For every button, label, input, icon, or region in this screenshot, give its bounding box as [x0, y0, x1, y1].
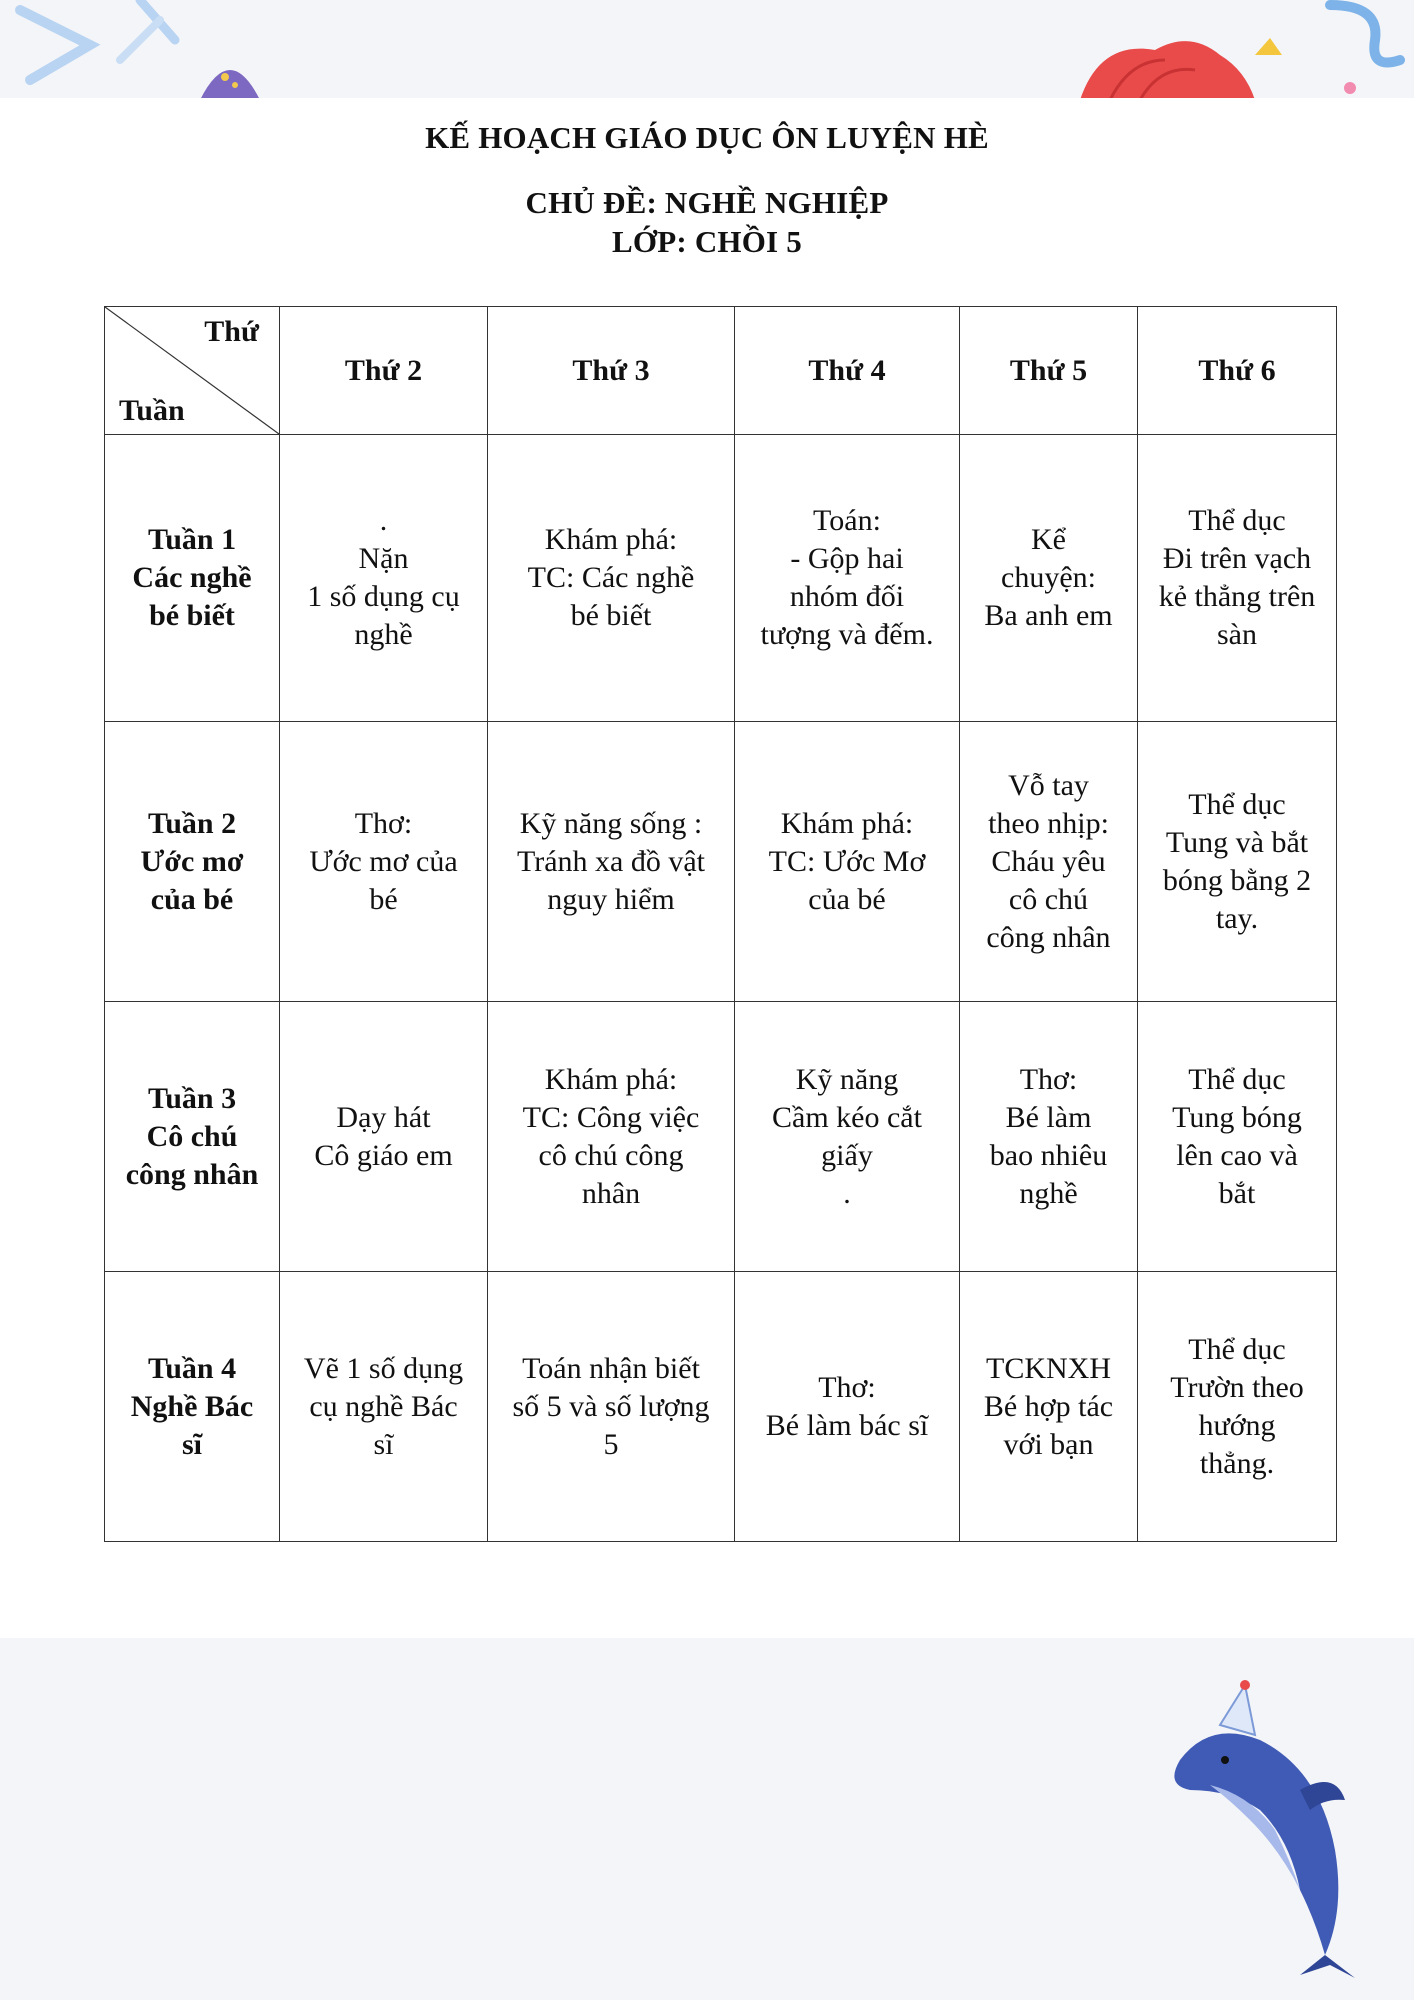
activity-text: TCKNXH Bé hợp tác với bạn — [983, 1351, 1114, 1461]
activity-cell — [735, 722, 960, 1002]
week-label: Tuần 3 Cô chú công nhân — [125, 1081, 259, 1191]
topic-heading: CHỦ ĐỀ: NGHỀ NGHIỆP — [525, 185, 889, 220]
activity-text: Toán nhận biết số 5 và số lượng 5 — [512, 1351, 710, 1461]
document-title: KẾ HOẠCH GIÁO DỤC ÔN LUYỆN HÈ — [425, 120, 989, 155]
activity-cell — [1138, 722, 1337, 1002]
activity-cell — [1138, 1272, 1337, 1542]
purple-shell-decoration — [195, 55, 265, 100]
day-header: Thứ 4 — [735, 307, 960, 435]
table-row — [105, 722, 1337, 1002]
activity-text: Thể dục Đi trên vạch kẻ thẳng trên sàn — [1158, 504, 1316, 651]
table-row — [105, 435, 1337, 722]
party-dolphin-illustration — [1150, 1680, 1390, 1980]
activity-cell — [735, 435, 960, 722]
activity-cell — [488, 722, 735, 1002]
blue-curl-decoration — [1300, 0, 1414, 100]
week-label-cell — [105, 1002, 280, 1272]
class-heading: LỚP: CHỒI 5 — [612, 224, 802, 259]
day-header: Thứ 5 — [960, 307, 1138, 435]
activity-text: Kể chuyện: Ba anh em — [984, 523, 1113, 632]
activity-cell — [960, 722, 1138, 1002]
activity-cell — [280, 435, 488, 722]
activity-text: Thể dục Tung bóng lên cao và bắt — [1172, 1062, 1302, 1210]
week-label-cell — [105, 435, 280, 722]
activity-cell — [735, 1272, 960, 1542]
activity-cell — [960, 1272, 1138, 1542]
corner-header-cell — [105, 307, 280, 435]
activity-text: Khám phá: TC: Các nghề bé biết — [527, 523, 695, 632]
activity-cell — [1138, 435, 1337, 722]
activity-cell — [960, 1002, 1138, 1272]
activity-cell — [280, 1272, 488, 1542]
activity-text: Kỹ năng Cầm kéo cắt giấy . — [772, 1062, 922, 1210]
corner-week-label: Tuần — [119, 394, 185, 427]
week-label: Tuần 2 Ước mơ của bé — [140, 806, 244, 916]
table-row — [105, 1002, 1337, 1272]
activity-text: Thơ: Bé làm bác sĩ — [765, 1370, 929, 1442]
week-label-cell — [105, 722, 280, 1002]
activity-cell — [488, 435, 735, 722]
corner-day-label: Thứ — [204, 315, 259, 348]
activity-cell — [280, 722, 488, 1002]
activity-text: Dạy hát Cô giáo em — [314, 1100, 453, 1172]
activity-text: Thể dục Trườn theo hướng thẳng. — [1170, 1332, 1304, 1480]
activity-text: Khám phá: TC: Ước Mơ của bé — [768, 806, 926, 916]
activity-text: . Nặn 1 số dụng cụ nghề — [307, 504, 460, 651]
activity-text: Khám phá: TC: Công việc cô chú công nhân — [522, 1062, 700, 1210]
activity-cell — [735, 1002, 960, 1272]
weekly-plan-table — [104, 306, 1337, 1542]
red-seashell-decoration — [1070, 30, 1290, 100]
table-header-row — [105, 307, 1337, 435]
day-header: Thứ 6 — [1138, 307, 1337, 435]
activity-cell — [1138, 1002, 1337, 1272]
activity-text: Vẽ 1 số dụng cụ nghề Bác sĩ — [303, 1351, 464, 1461]
activity-text: Thơ: Bé làm bao nhiêu nghề — [989, 1062, 1108, 1210]
day-header: Thứ 3 — [488, 307, 735, 435]
week-label: Tuần 4 Nghề Bác sĩ — [130, 1351, 254, 1461]
activity-cell — [488, 1002, 735, 1272]
activity-cell — [488, 1272, 735, 1542]
table-row — [105, 1272, 1337, 1542]
day-header: Thứ 2 — [280, 307, 488, 435]
activity-text: Kỹ năng sống : Tránh xa đồ vật nguy hiểm — [516, 806, 706, 916]
week-label: Tuần 1 Các nghề bé biết — [132, 523, 252, 632]
activity-text: Vỗ tay theo nhịp: Cháu yêu cô chú công nhân — [986, 768, 1111, 954]
activity-text: Thơ: Ước mơ của bé — [309, 806, 458, 916]
activity-cell — [960, 435, 1138, 722]
activity-text: Toán: - Gộp hai nhóm đối tượng và đếm. — [760, 504, 934, 651]
activity-cell — [280, 1002, 488, 1272]
activity-text: Thể dục Tung và bắt bóng bằng 2 tay. — [1162, 787, 1312, 935]
week-label-cell — [105, 1272, 280, 1542]
